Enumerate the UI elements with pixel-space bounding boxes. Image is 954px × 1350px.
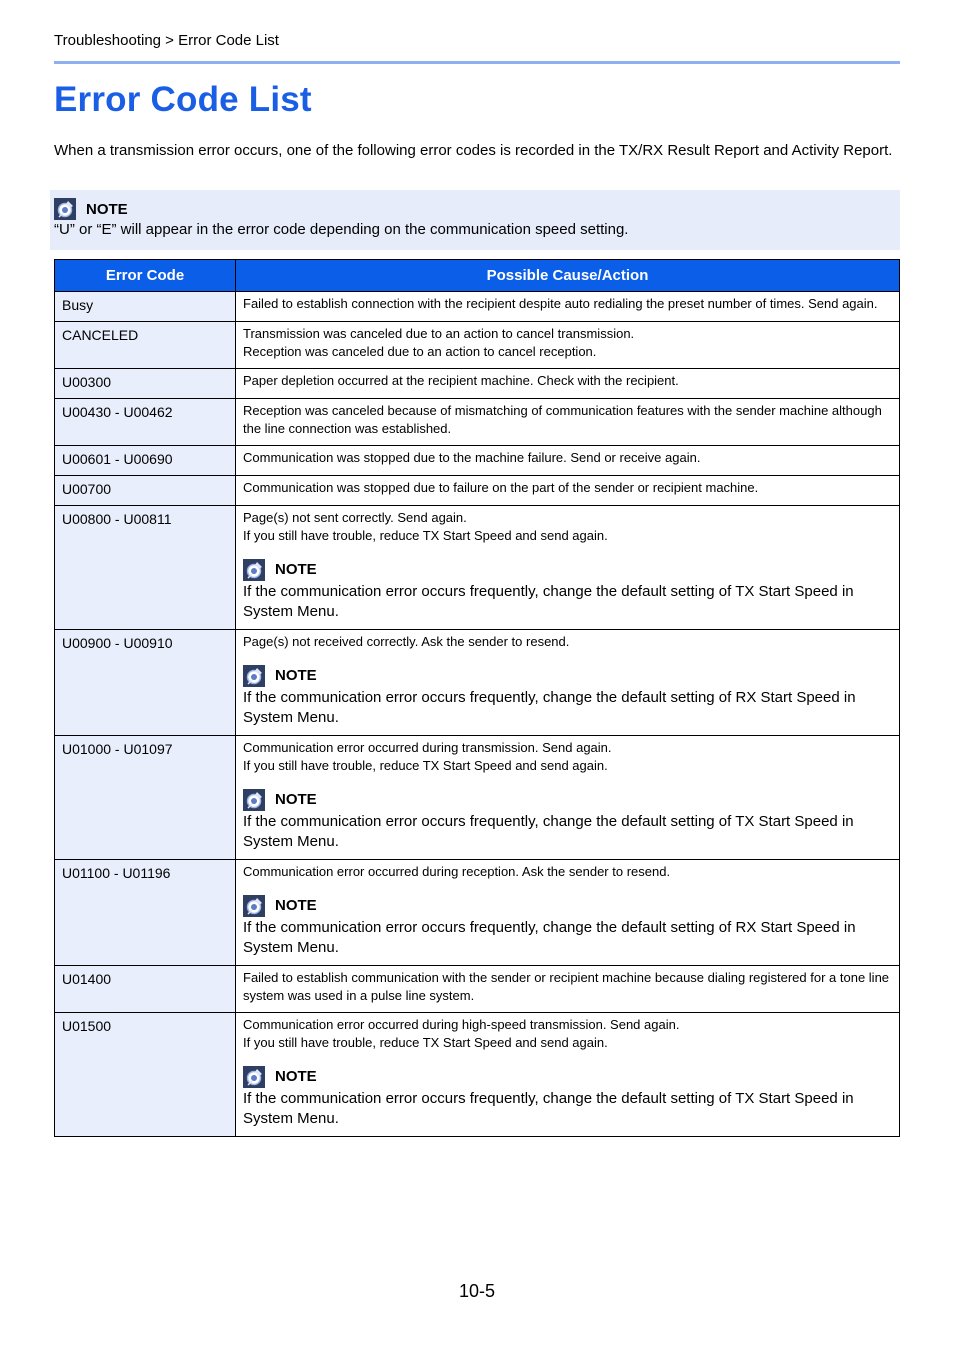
- table-row: [55, 399, 900, 446]
- note-text: “U” or “E” will appear in the error code depending on the communication speed setting.: [54, 221, 629, 238]
- error-code-cell: U00700: [55, 476, 236, 506]
- table-row: [55, 446, 900, 476]
- cause-action-text: Communication was stopped due to the machine failure. Send or receive again.: [243, 450, 701, 465]
- error-code-cell: U00601 - U00690: [55, 446, 236, 476]
- row-note-text: If the communication error occurs frequently, change the default setting of TX Start Speed in System Menu.: [243, 583, 854, 620]
- note-header: [54, 198, 128, 220]
- row-note-label: NOTE: [275, 1068, 317, 1085]
- note-icon: [54, 198, 76, 220]
- cause-action-cell: [236, 476, 900, 506]
- table-header-row: [55, 260, 900, 292]
- note-icon: [243, 789, 265, 811]
- table-body: [55, 292, 900, 1137]
- cause-action-text: Page(s) not sent correctly. Send again.: [243, 510, 467, 525]
- table-row: [55, 476, 900, 506]
- cause-action-text: Transmission was canceled due to an action to cancel transmission.: [243, 326, 635, 341]
- table-row: [55, 1013, 900, 1137]
- cause-action-text: Page(s) not received correctly. Ask the sender to resend.: [243, 634, 570, 649]
- cause-action-cell: [236, 966, 900, 1013]
- note-icon: [243, 895, 265, 917]
- error-code-cell: U00300: [55, 369, 236, 399]
- cause-action-text: Communication error occurred during high-speed transmission. Send again.: [243, 1017, 680, 1032]
- cause-action-text: Communication error occurred during transmission. Send again.: [243, 740, 612, 755]
- row-note-label: NOTE: [275, 897, 317, 914]
- table-row: [55, 736, 900, 860]
- cause-action-text: Failed to establish connection with the recipient despite auto redialing the preset number of times. Send again.: [243, 296, 878, 311]
- page-title: Error Code List: [54, 80, 312, 119]
- error-code-cell: U01000 - U01097: [55, 736, 236, 860]
- note-icon: [243, 1066, 265, 1088]
- header-rule: [54, 61, 900, 64]
- cause-action-text: If you still have trouble, reduce TX Start Speed and send again.: [243, 1035, 608, 1050]
- row-note-label: NOTE: [275, 667, 317, 684]
- cause-action-text: Paper depletion occurred at the recipient machine. Check with the recipient.: [243, 373, 679, 388]
- cause-action-cell: [236, 1013, 900, 1137]
- error-code-cell: U00800 - U00811: [55, 506, 236, 630]
- error-code-cell: U00900 - U00910: [55, 630, 236, 736]
- row-note-header: [243, 1066, 892, 1088]
- cause-action-text: Communication error occurred during reception. Ask the sender to resend.: [243, 864, 671, 879]
- error-code-cell: U00430 - U00462: [55, 399, 236, 446]
- cause-action-cell: [236, 860, 900, 966]
- row-note: [243, 789, 892, 852]
- error-code-cell: U01500: [55, 1013, 236, 1137]
- row-note-header: [243, 665, 892, 687]
- row-note-header: [243, 559, 892, 581]
- column-header-cause-action: Possible Cause/Action: [236, 260, 900, 292]
- cause-action-text: Reception was canceled due to an action to cancel reception.: [243, 344, 597, 359]
- column-header-error-code: Error Code: [55, 260, 236, 292]
- error-code-cell: CANCELED: [55, 322, 236, 369]
- intro-paragraph: When a transmission error occurs, one of the following error codes is recorded in the TX/RX Result Report and Activity Report.: [54, 142, 893, 159]
- row-note-text: If the communication error occurs frequently, change the default setting of RX Start Speed in System Menu.: [243, 919, 856, 956]
- cause-action-cell: [236, 322, 900, 369]
- note-label: NOTE: [86, 200, 128, 218]
- table-row: [55, 506, 900, 630]
- table-row: [55, 292, 900, 322]
- note-icon: [243, 665, 265, 687]
- cause-action-text: If you still have trouble, reduce TX Start Speed and send again.: [243, 528, 608, 543]
- cause-action-cell: [236, 630, 900, 736]
- row-note-text: If the communication error occurs frequently, change the default setting of TX Start Speed in System Menu.: [243, 1090, 854, 1127]
- table-row: [55, 322, 900, 369]
- error-code-cell: Busy: [55, 292, 236, 322]
- note-box: [50, 190, 900, 250]
- row-note: [243, 1066, 892, 1129]
- row-note: [243, 895, 892, 958]
- row-note: [243, 665, 892, 728]
- error-code-table: [54, 259, 900, 1137]
- cause-action-text: If you still have trouble, reduce TX Start Speed and send again.: [243, 758, 608, 773]
- cause-action-cell: [236, 736, 900, 860]
- page-number: 10-5: [459, 1281, 496, 1301]
- cause-action-cell: [236, 506, 900, 630]
- row-note-text: If the communication error occurs frequently, change the default setting of TX Start Speed in System Menu.: [243, 813, 854, 850]
- row-note-label: NOTE: [275, 791, 317, 808]
- breadcrumb[interactable]: Troubleshooting > Error Code List: [54, 32, 279, 49]
- cause-action-text: Reception was canceled because of mismatching of communication features with the sender machine although the line connection was established.: [243, 403, 882, 436]
- cause-action-cell: [236, 292, 900, 322]
- cause-action-text: Failed to establish communication with the sender or recipient machine because dialing registered for a tone line system was used in a pulse line system.: [243, 970, 890, 1003]
- cause-action-cell: [236, 369, 900, 399]
- error-code-cell: U01100 - U01196: [55, 860, 236, 966]
- row-note: [243, 559, 892, 622]
- row-note-text: If the communication error occurs frequently, change the default setting of RX Start Speed in System Menu.: [243, 689, 856, 726]
- cause-action-cell: [236, 446, 900, 476]
- table-row: [55, 369, 900, 399]
- row-note-header: [243, 895, 892, 917]
- row-note-header: [243, 789, 892, 811]
- cause-action-cell: [236, 399, 900, 446]
- row-note-label: NOTE: [275, 561, 317, 578]
- cause-action-text: Communication was stopped due to failure on the part of the sender or recipient machine.: [243, 480, 759, 495]
- table-row: [55, 966, 900, 1013]
- table-row: [55, 860, 900, 966]
- note-icon: [243, 559, 265, 581]
- table-row: [55, 630, 900, 736]
- error-code-cell: U01400: [55, 966, 236, 1013]
